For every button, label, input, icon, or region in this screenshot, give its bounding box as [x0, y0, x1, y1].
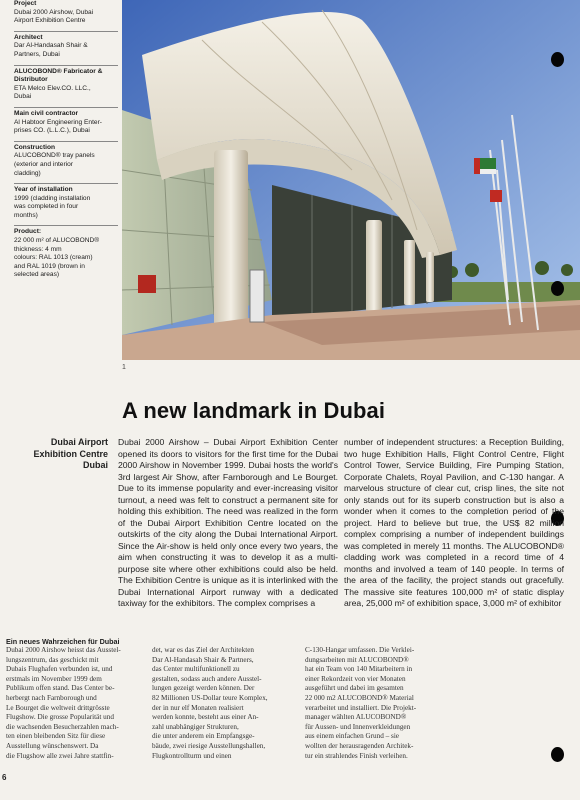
page-number: 6 — [2, 773, 7, 782]
spec-line: Dubai — [14, 93, 32, 101]
german-line: manager wählten ALUCOBOND® — [305, 713, 407, 722]
spec-project — [14, 0, 118, 31]
german-column-2 — [152, 646, 290, 761]
photo-caption-number: 1 — [122, 364, 126, 371]
spec-line: Dubai 2000 Airshow, Dubai — [14, 8, 94, 16]
german-line: das Center multifunktionell zu — [152, 665, 240, 674]
german-line: C-130-Hangar umfassen. Die Verklei- — [305, 646, 415, 654]
german-line: die Flugshow alle zwei Jahre stattfin- — [6, 751, 114, 760]
spec-line: 1999 (cladding installation — [14, 194, 91, 202]
article-column-2: number of independent structures: a Reception Building, two huge Exhibition Halls, Flight Control Centre, Flight Control Tower, Service Building, Fire Pumping Station, Corporate Chalets, Royal Pavilion, and C-130 hangar. A marvelous structure of clear cut, crisp lines, the site not only stands out for its superb construction but is also a wonder when it comes to the completion period of the project. Hard to believe but true, the US$ 82 million complex comprising a number of independent buildings was completed in merely 11 months. The ALUCOBOND® cladding work was completed in a record time of 4 months and involved a team of 140 people. In terms of the area of the facility, the project stands out gracefully. The massive site features 100,000 m² of static display area, 25,000 m² of exhibition space, 3,000 m² of exhibitor — [344, 437, 564, 608]
spec-line: and RAL 1019 (brown in — [14, 262, 85, 270]
spec-line: Dar Al-Handasah Shair & — [14, 42, 88, 50]
spec-line: ALUCOBOND® tray panels — [14, 152, 95, 160]
spec-line: months) — [14, 211, 38, 219]
spec-line: cladding) — [14, 169, 41, 177]
spec-construction — [14, 141, 118, 183]
german-line: werden konnte, besteht aus einer An- — [152, 713, 259, 722]
spec-line: Partners, Dubai — [14, 50, 60, 58]
building-illustration — [122, 0, 580, 360]
german-line: die wachsenden Besucherzahlen mach- — [6, 722, 119, 731]
german-heading: Ein neues Wahrzeichen für Dubai — [6, 637, 120, 646]
spec-installation — [14, 183, 118, 225]
spec-heading: Year of installation — [14, 186, 73, 194]
german-line: für Aussen- und Innenverkleidungen — [305, 722, 411, 731]
german-line: Publikum offen stand. Das Center be- — [6, 684, 115, 693]
german-line: 22 000 m2 ALUCOBOND® Material — [305, 693, 414, 702]
spec-contractor — [14, 107, 118, 141]
german-line: der in nur elf Monaten realisiert — [152, 703, 244, 712]
location-heading — [14, 437, 108, 472]
german-line: tur ein strahlendes Finish verleihen. — [305, 751, 408, 760]
german-line: Dubai 2000 Airshow heisst das Ausstel- — [6, 646, 121, 654]
german-line: det, war es das Ziel der Architekten — [152, 646, 254, 654]
spec-architect — [14, 31, 118, 65]
german-line: herbergt nach Farnborough und — [6, 693, 97, 702]
german-line: hat ein Team von 140 Mitarbeitern in — [305, 665, 413, 674]
spec-heading: Distributor — [14, 76, 48, 84]
binder-hole-icon — [551, 281, 564, 296]
spec-heading: ALUCOBOND® Fabricator & — [14, 67, 103, 75]
german-line: ausgeführt und dabei im gesamten — [305, 684, 404, 693]
spec-line: was completed in four — [14, 203, 79, 211]
spec-line: thickness: 4 mm — [14, 245, 62, 253]
german-line: Ausstellung wünschenswert. Da — [6, 741, 99, 750]
german-column-3 — [305, 646, 443, 761]
location-heading-line: Dubai Airport — [50, 437, 108, 447]
german-line: verarbeitet und installiert. Die Projekt- — [305, 703, 417, 712]
binder-hole-icon — [551, 52, 564, 67]
building-photo — [122, 0, 580, 360]
german-line: Flugshow. Die grosse Popularität und — [6, 713, 114, 722]
german-line: dungsarbeiten mit ALUCOBOND® — [305, 655, 409, 664]
spec-heading: Product: — [14, 228, 42, 236]
spec-line: ETA Melco Elev.CO. LLC., — [14, 84, 91, 92]
location-heading-line: Dubai — [82, 460, 108, 470]
spec-product — [14, 225, 118, 285]
german-line: 82 Millionen US-Dollar teure Komplex, — [152, 693, 268, 702]
article-title: A new landmark in Dubai — [122, 398, 386, 423]
german-line: erstmals im November 1999 dem — [6, 674, 102, 683]
spec-heading: Construction — [14, 143, 56, 151]
location-heading-line: Exhibition Centre — [33, 448, 108, 459]
spec-line: 22 000 m² of ALUCOBOND® — [14, 237, 100, 245]
german-line: Dubais Flughafen verbunden ist, und — [6, 665, 113, 674]
german-line: lungen gezeigt werden können. Der — [152, 684, 255, 693]
spec-heading: Architect — [14, 33, 43, 41]
binder-hole-icon — [551, 747, 564, 762]
spec-line: colours: RAL 1013 (cream) — [14, 254, 93, 262]
spec-fabricator — [14, 65, 118, 107]
german-line: gestalten, sodass auch andere Ausstel- — [152, 674, 262, 683]
german-line: die unter anderem ein Empfangsge- — [152, 732, 255, 741]
spec-heading: Main civil contractor — [14, 109, 79, 117]
spec-line: prises CO. (L.L.C.), Dubai — [14, 127, 90, 135]
german-line: ten einen bleibenden Sitz für diese — [6, 732, 106, 741]
german-line: lungszentrum, das geschickt mit — [6, 655, 99, 664]
spec-line: Al Habtoor Engineering Enter- — [14, 118, 102, 126]
german-line: Dar Al-Handasah Shair & Partners, — [152, 655, 254, 664]
german-column-1 — [6, 646, 144, 761]
german-line: bäude, zwei riesige Ausstellungshallen, — [152, 741, 266, 750]
project-specs-sidebar — [14, 0, 118, 285]
german-line: aus einem einfachen Grund – sie — [305, 732, 400, 741]
spec-heading: Project — [14, 0, 37, 7]
spec-line: selected areas) — [14, 271, 60, 279]
spec-line: (exterior and interior — [14, 160, 74, 168]
german-line: zahl unabhängiger Strukturen, — [152, 722, 239, 731]
article-column-1: Dubai 2000 Airshow – Dubai Airport Exhibition Center opened its doors to visitors for the first time for the Dubai 2000 Airshow in November 1999. Dubai hosts the world's 3rd largest Air Show, after Farnborough and Le Bourget. Due to its immense popularity and ever-increasing visitor turnout, a need was felt to construct a permanent site for holding this exhibition. The need was realized in the form of the Dubai Airport Exhibition Centre located on the outskirts of the city along the Dubai International Airport. Since the Air-show is held only once every two years, the aim when constructing it was to develop it as a multi-purpose site where other exhibitions could also be held. The Exhibition Centre is unique as it is interlinked with the Dubai International Airport runway with a dedicated taxiway for the exhibitors. The complex comprises a — [118, 437, 338, 608]
german-line: Le Bourget die weltweit drittgrösste — [6, 703, 110, 712]
german-line: Flugkontrollturm und einen — [152, 751, 232, 760]
german-line: einer Rekordzeit von vier Monaten — [305, 674, 406, 683]
german-line: wollten der herausragenden Architek- — [305, 741, 414, 750]
spec-line: Airport Exhibition Centre — [14, 17, 86, 25]
